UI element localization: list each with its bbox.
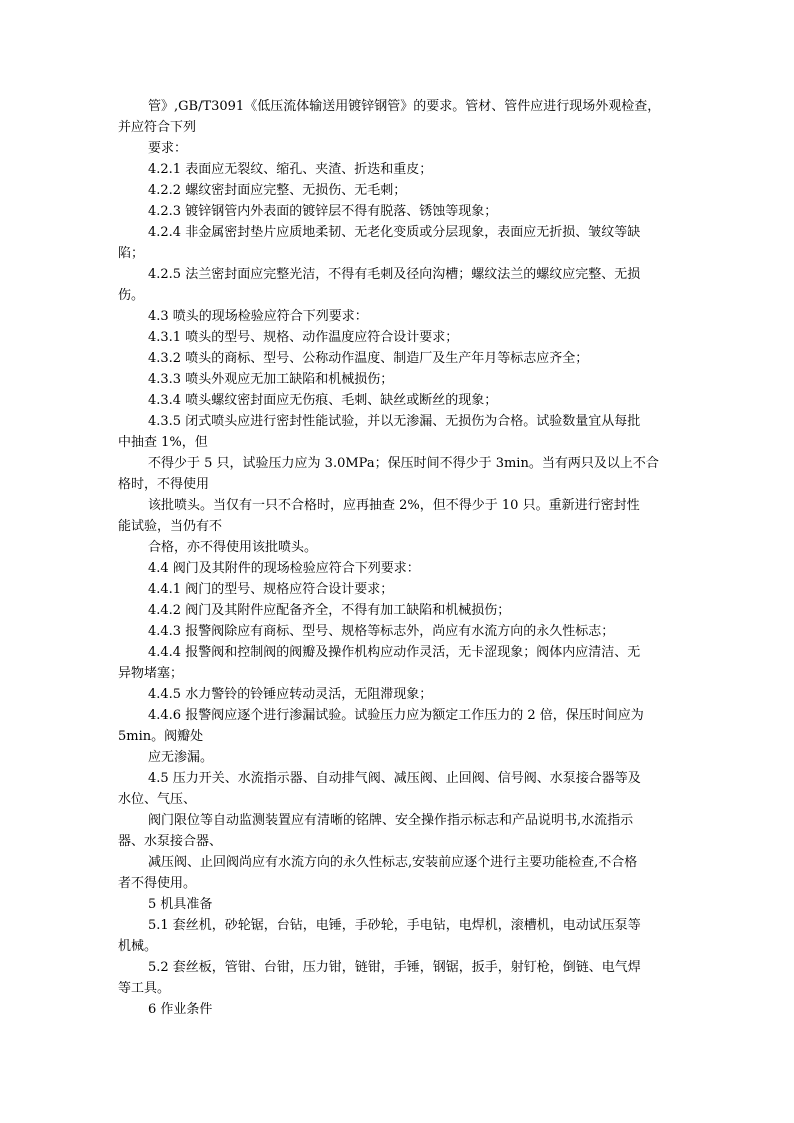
text-line: 4.4 阀门及其附件的现场检验应符合下列要求：: [148, 561, 420, 576]
document-body: [118, 96, 678, 1020]
text-line: 格时，不得使用: [118, 477, 210, 492]
text-line: 4.3.3 喷头外观应无加工缺陷和机械损伤；: [148, 372, 394, 387]
text-line: 异物堵塞；: [118, 666, 184, 681]
text-line: 能试验，当仍有不: [118, 519, 223, 534]
text-line: 机械。: [118, 939, 158, 954]
text-line: 陷；: [118, 246, 145, 261]
text-line: 4.3.4 喷头螺纹密封面应无伤痕、毛刺、缺丝或断丝的现象；: [148, 393, 498, 408]
text-line: 4.2.4 非金属密封垫片应质地柔韧、无老化变质或分层现象，表面应无折损、皱纹等缺: [148, 225, 641, 240]
text-line: 4.5 压力开关、水流指示器、自动排气阀、减压阀、止回阀、信号阀、水泵接合器等及: [148, 771, 641, 786]
text-line: 器、水泵接合器、: [118, 834, 223, 849]
text-line: 4.4.4 报警阀和控制阀的阀瓣及操作机构应动作灵活，无卡涩现象；阀体内应清洁、无: [148, 645, 641, 660]
text-line: 等工具。: [118, 981, 171, 996]
text-line: 并应符合下列: [118, 120, 197, 135]
text-line: 伤。: [118, 288, 145, 303]
text-line: 管》,GB/T3091《低压流体输送用镀锌钢管》的要求。管材、管件应进行现场外观检查，: [148, 99, 661, 114]
text-line: 4.4.3 报警阀除应有商标、型号、规格等标志外，尚应有水流方向的永久性标志；: [148, 624, 615, 639]
text-line: 水位、气压、: [118, 792, 197, 807]
text-line: 减压阀、止回阀尚应有水流方向的永久性标志,安装前应逐个进行主要功能检查,不合格: [148, 855, 638, 870]
text-line: 5.2 套丝板，管钳、台钳，压力钳，链钳，手锤，钢锯，扳手，射钉枪，倒链、电气焊: [148, 960, 641, 975]
text-line: 该批喷头。当仅有一只不合格时，应再抽查 2%，但不得少于 10 只。重新进行密封性: [148, 498, 640, 513]
text-line: 5.1 套丝机，砂轮锯，台钻，电锤，手砂轮，手电钻，电焊机，滚槽机，电动试压泵等: [148, 918, 641, 933]
text-line: 应无渗漏。: [148, 750, 214, 765]
text-line: 4.2.3 镀锌钢管内外表面的镀锌层不得有脱落、锈蚀等现象；: [148, 204, 498, 219]
text-line: 要求：: [148, 141, 188, 156]
text-line: 4.2.5 法兰密封面应完整光洁，不得有毛刺及径向沟槽；螺纹法兰的螺纹应完整、无损: [148, 267, 641, 282]
text-line: 4.2.1 表面应无裂纹、缩孔、夹渣、折迭和重皮；: [148, 162, 433, 177]
text-line: 者不得使用。: [118, 876, 197, 891]
text-line: 4.3.2 喷头的商标、型号、公称动作温度、制造厂及生产年月等标志应齐全；: [148, 351, 589, 366]
text-line: 不得少于 5 只，试验压力应为 3.0MPa；保压时间不得少于 3min。当有两只及以上不合: [148, 456, 659, 471]
text-line: 阀门限位等自动监测装置应有清晰的铭牌、安全操作指示标志和产品说明书,水流指示: [148, 813, 634, 828]
text-line: 4.4.2 阀门及其附件应配备齐全，不得有加工缺陷和机械损伤；: [148, 603, 511, 618]
section-heading: 5 机具准备: [148, 897, 213, 912]
text-line: 4.4.6 报警阀应逐个进行渗漏试验。试验压力应为额定工作压力的 2 倍，保压时间应为: [148, 708, 644, 723]
text-line: 4.4.1 阀门的型号、规格应符合设计要求；: [148, 582, 394, 597]
text-line: 合格，亦不得使用该批喷头。: [148, 540, 318, 555]
text-line: 4.3.5 闭式喷头应进行密封性能试验，并以无渗漏、无损伤为合格。试验数量宜从每批: [148, 414, 641, 429]
text-line: 4.3.1 喷头的型号、规格、动作温度应符合设计要求；: [148, 330, 459, 345]
text-line: 4.4.5 水力警铃的铃锤应转动灵活，无阻滞现象；: [148, 687, 433, 702]
text-line: 4.2.2 螺纹密封面应完整、无损伤、无毛刺；: [148, 183, 407, 198]
text-line: 中抽查 1%，但: [118, 435, 208, 450]
text-line: 4.3 喷头的现场检验应符合下列要求：: [148, 309, 368, 324]
section-heading: 6 作业条件: [148, 1002, 213, 1017]
text-line: 5min。阀瓣处: [118, 729, 204, 744]
